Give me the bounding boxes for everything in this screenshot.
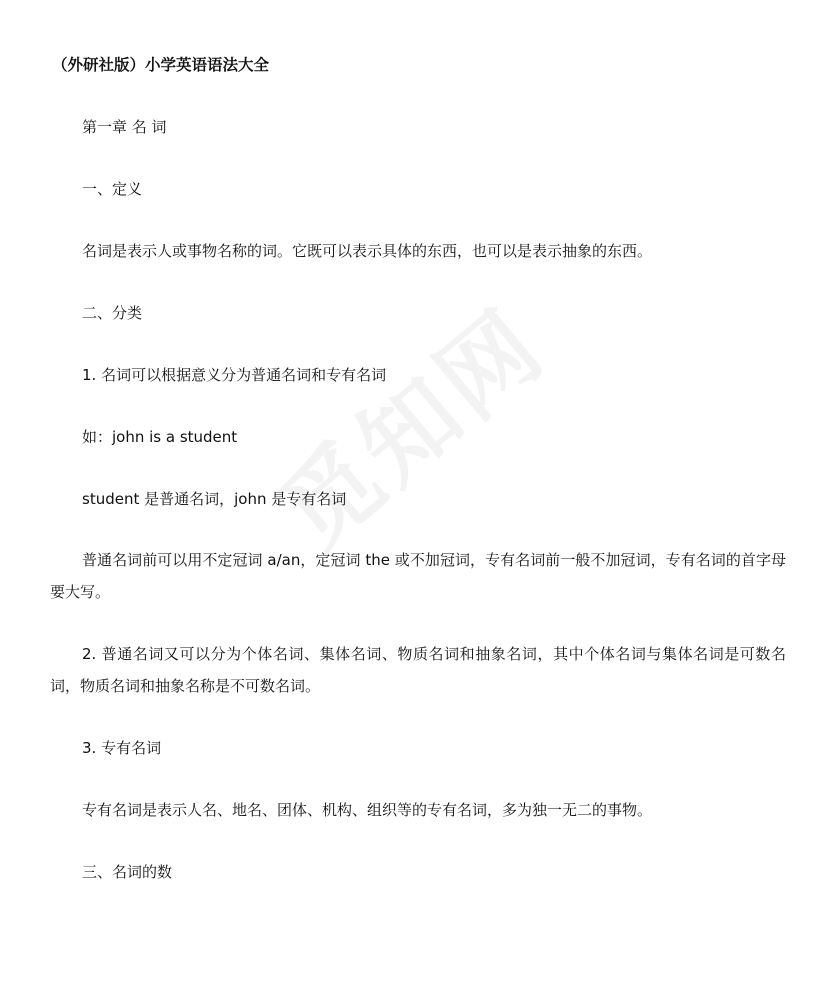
definition-paragraph: 名词是表示人或事物名称的词。它既可以表示具体的东西，也可以是表示抽象的东西。	[82, 242, 653, 260]
classification-item-3: 3. 专有名词	[82, 739, 162, 757]
section-heading-definition: 一、定义	[82, 180, 143, 198]
section-heading-number: 三、名词的数	[82, 863, 173, 881]
document-title: （外研社版）小学英语语法大全	[52, 56, 270, 74]
article-rule-paragraph: 普通名词前可以用不定冠词 a/an，定冠词 the 或不加冠词，专有名词前一般不加冠词，专有名词的首字母要大写。	[50, 551, 786, 601]
watermark	[247, 273, 569, 575]
classification-item-1: 1. 名词可以根据意义分为普通名词和专有名词	[82, 366, 387, 384]
example-sentence: 如：john is a student	[82, 428, 238, 446]
classification-item-2: 2. 普通名词又可以分为个体名词、集体名词、物质名词和抽象名词，其中个体名词与集体名词是可数名词，物质名词和抽象名称是不可数名词。	[50, 645, 786, 695]
example-explanation: student 是普通名词，john 是专有名词	[82, 490, 347, 508]
proper-noun-paragraph: 专有名词是表示人名、地名、团体、机构、组织等的专有名词，多为独一无二的事物。	[82, 801, 653, 819]
chapter-heading: 第一章 名 词	[82, 118, 167, 136]
section-heading-classification: 二、分类	[82, 304, 143, 322]
